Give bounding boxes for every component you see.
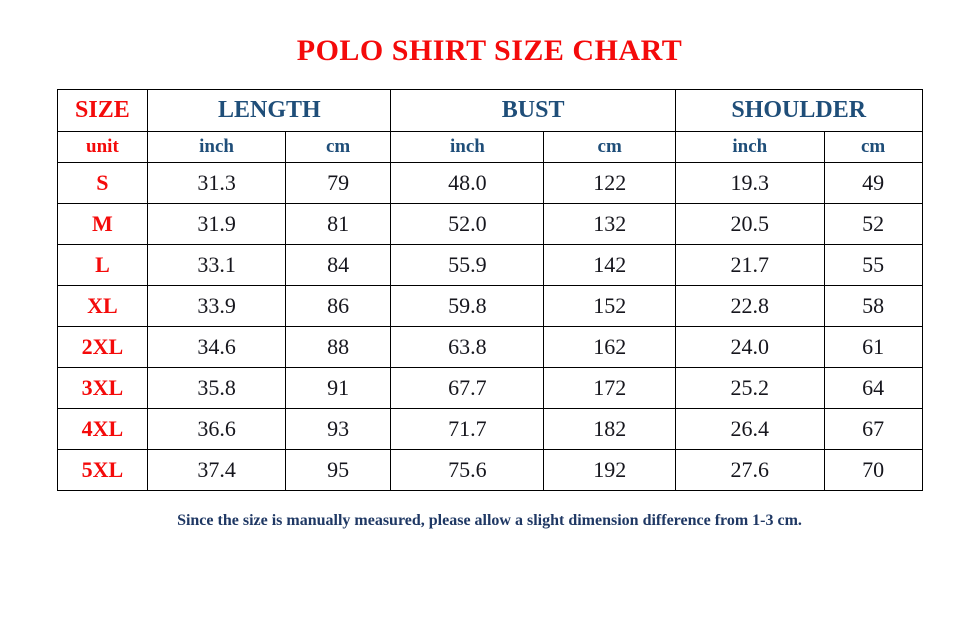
length-inch-value: 31.3 [148, 163, 286, 204]
bust-cm-value: 182 [544, 409, 675, 450]
shoulder-inch-value: 27.6 [675, 450, 824, 491]
size-label: 5XL [57, 450, 148, 491]
bust-cm-value: 142 [544, 245, 675, 286]
bust-cm-value: 192 [544, 450, 675, 491]
unit-label: unit [57, 132, 148, 163]
bust-inch-value: 59.8 [391, 286, 544, 327]
shoulder-inch-value: 25.2 [675, 368, 824, 409]
shoulder-inch-header: inch [675, 132, 824, 163]
length-inch-value: 35.8 [148, 368, 286, 409]
length-cm-value: 91 [285, 368, 391, 409]
table-row-3xl [57, 368, 922, 409]
bust-inch-header: inch [391, 132, 544, 163]
table-row-xl [57, 286, 922, 327]
length-inch-value: 33.9 [148, 286, 286, 327]
bust-cm-value: 162 [544, 327, 675, 368]
bust-inch-value: 63.8 [391, 327, 544, 368]
length-group-header: LENGTH [148, 90, 391, 132]
shoulder-inch-value: 20.5 [675, 204, 824, 245]
length-inch-value: 33.1 [148, 245, 286, 286]
bust-inch-value: 71.7 [391, 409, 544, 450]
unit-header-row [57, 132, 922, 163]
size-chart-page [0, 34, 979, 623]
shoulder-cm-value: 49 [824, 163, 922, 204]
table-row-m [57, 204, 922, 245]
length-cm-header: cm [285, 132, 391, 163]
shoulder-cm-value: 58 [824, 286, 922, 327]
table-row-s [57, 163, 922, 204]
length-cm-value: 84 [285, 245, 391, 286]
size-label: 3XL [57, 368, 148, 409]
length-cm-value: 93 [285, 409, 391, 450]
table-row-2xl [57, 327, 922, 368]
size-label: XL [57, 286, 148, 327]
length-cm-value: 88 [285, 327, 391, 368]
measurement-disclaimer: Since the size is manually measured, please allow a slight dimension difference from 1-3 cm. [177, 512, 802, 529]
length-cm-value: 79 [285, 163, 391, 204]
shoulder-cm-value: 64 [824, 368, 922, 409]
size-label: L [57, 245, 148, 286]
size-chart-table [57, 89, 923, 491]
shoulder-group-header: SHOULDER [675, 90, 922, 132]
page-title: POLO SHIRT SIZE CHART [296, 34, 683, 67]
bust-inch-value: 75.6 [391, 450, 544, 491]
bust-group-header: BUST [391, 90, 676, 132]
size-column-header: SIZE [57, 90, 148, 132]
bust-inch-value: 67.7 [391, 368, 544, 409]
length-inch-value: 36.6 [148, 409, 286, 450]
shoulder-cm-value: 61 [824, 327, 922, 368]
length-inch-value: 31.9 [148, 204, 286, 245]
shoulder-inch-value: 22.8 [675, 286, 824, 327]
bust-inch-value: 55.9 [391, 245, 544, 286]
size-label: 2XL [57, 327, 148, 368]
shoulder-inch-value: 19.3 [675, 163, 824, 204]
group-header-row [57, 90, 922, 132]
size-label: 4XL [57, 409, 148, 450]
length-cm-value: 95 [285, 450, 391, 491]
shoulder-inch-value: 24.0 [675, 327, 824, 368]
shoulder-cm-header: cm [824, 132, 922, 163]
bust-inch-value: 48.0 [391, 163, 544, 204]
length-inch-value: 37.4 [148, 450, 286, 491]
length-inch-value: 34.6 [148, 327, 286, 368]
table-row-4xl [57, 409, 922, 450]
bust-cm-value: 172 [544, 368, 675, 409]
shoulder-cm-value: 55 [824, 245, 922, 286]
shoulder-inch-value: 26.4 [675, 409, 824, 450]
bust-cm-value: 152 [544, 286, 675, 327]
bust-cm-value: 132 [544, 204, 675, 245]
bust-cm-value: 122 [544, 163, 675, 204]
size-label: S [57, 163, 148, 204]
table-row-l [57, 245, 922, 286]
length-cm-value: 86 [285, 286, 391, 327]
bust-cm-header: cm [544, 132, 675, 163]
table-row-5xl [57, 450, 922, 491]
size-label: M [57, 204, 148, 245]
length-inch-header: inch [148, 132, 286, 163]
shoulder-cm-value: 52 [824, 204, 922, 245]
shoulder-inch-value: 21.7 [675, 245, 824, 286]
length-cm-value: 81 [285, 204, 391, 245]
shoulder-cm-value: 67 [824, 409, 922, 450]
bust-inch-value: 52.0 [391, 204, 544, 245]
shoulder-cm-value: 70 [824, 450, 922, 491]
